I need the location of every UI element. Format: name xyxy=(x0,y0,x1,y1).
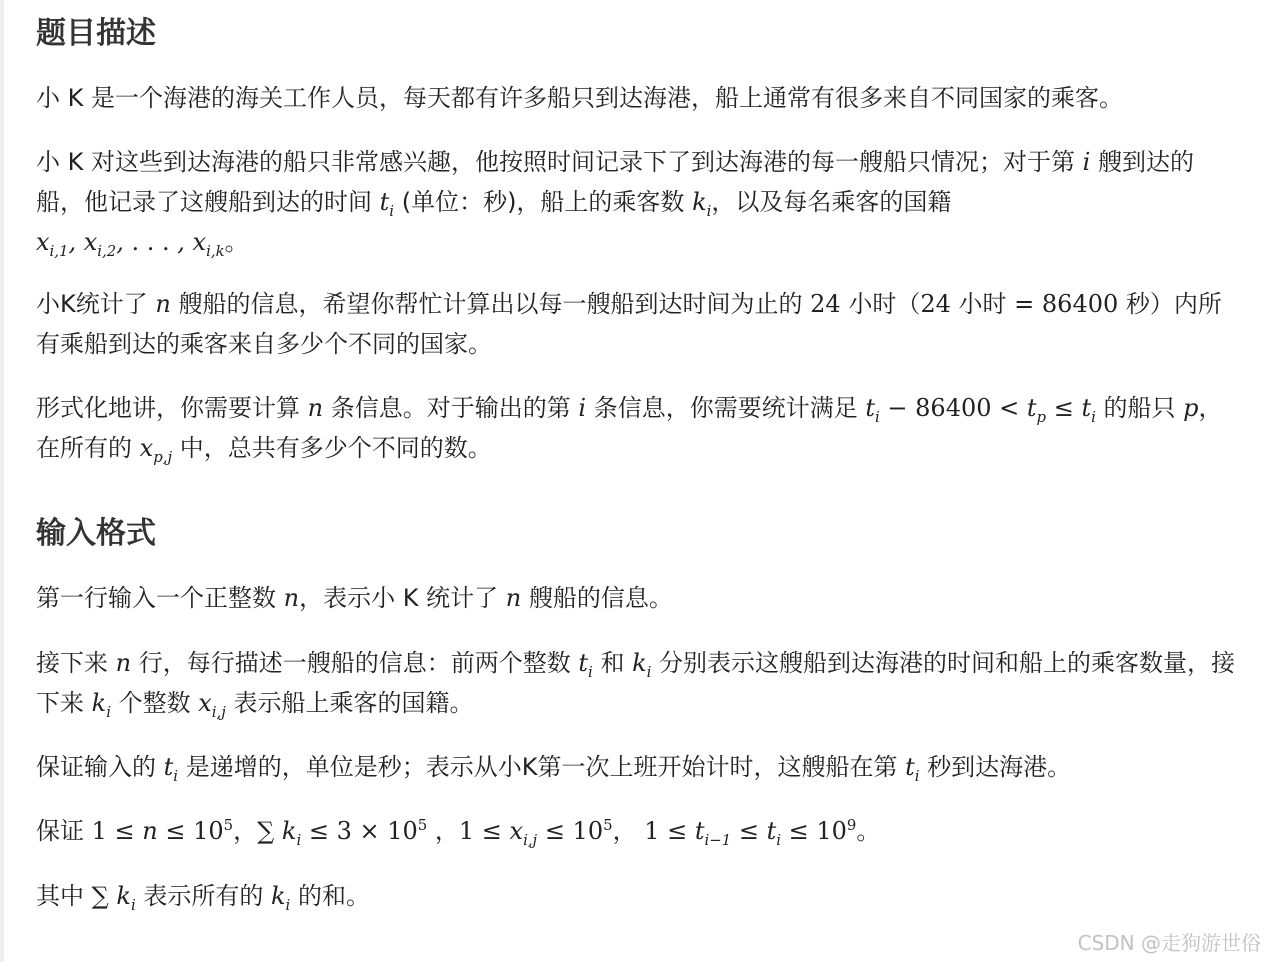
left-border xyxy=(0,0,4,962)
text-span: ， xyxy=(434,817,459,845)
description-heading: 题目描述 xyxy=(36,16,156,51)
math-t-constraint: $1 \le t_{i-1} \le t_i \le 10^9$ xyxy=(644,816,857,849)
text-span: 艘船的信息，希望你帮忙计算出以每一艘船到达时间为止的 xyxy=(178,290,803,318)
math-k-i: $k_i$ xyxy=(692,188,712,220)
description-paragraph-3 xyxy=(36,284,1236,364)
text-span: 条信息，你需要统计满足 xyxy=(593,394,858,422)
text-span: 小 K 对这些到达海港的船只非常感兴趣，他按照时间记录下了到达海港的每一艘船只情况；对于第 xyxy=(36,148,1075,176)
text-span: 小时（ xyxy=(848,290,921,318)
text-span: ，表示小 K 统计了 xyxy=(299,584,499,612)
text-span: 保证 xyxy=(36,817,84,845)
text-span: 的船只 xyxy=(1103,394,1176,422)
text-span: 保证输入的 xyxy=(36,753,156,781)
text-span: 接下来 xyxy=(36,649,108,677)
math-k-i: $k_i$ xyxy=(271,882,291,914)
math-n: n xyxy=(115,649,132,677)
number-24: 24 xyxy=(810,290,841,318)
input-paragraph-5 xyxy=(36,876,1236,916)
text-span: 秒）内所有乘船到达的乘客来自多少个不同的国家。 xyxy=(36,290,1222,358)
math-inequality: $t_i - 86400 < t_p \le t_i$ xyxy=(865,394,1096,426)
math-n: n xyxy=(155,290,171,318)
text-span: 条信息。对于输出的第 xyxy=(330,394,571,422)
input-paragraph-3 xyxy=(36,747,1236,787)
math-p: p xyxy=(1183,394,1199,422)
math-n-constraint: $1 \le n \le 10^5$ xyxy=(91,816,234,845)
math-t-i: $t_i$ xyxy=(905,753,920,785)
number-24: 24 xyxy=(920,290,951,318)
text-span: 艘到达的船，他记录了这艘船到达的时间 xyxy=(36,148,1194,216)
math-t-i: $t_i$ xyxy=(379,188,395,220)
input-paragraph-2 xyxy=(36,643,1236,723)
text-span: (单位：秒)，船上的乘客数 xyxy=(401,188,685,216)
description-paragraph-1: 小 K 是一个海港的海关工作人员，每天都有许多船只到达海港，船上通常有很多来自不同国家的乘客。 xyxy=(36,84,1123,112)
number-86400: 86400 xyxy=(1041,290,1119,318)
text-span: 个整数 xyxy=(118,689,191,717)
text-span: 第一行输入一个正整数 xyxy=(36,584,276,612)
input-paragraph-1 xyxy=(36,578,1236,618)
text-span: 中，总共有多少个不同的数。 xyxy=(179,434,492,462)
text-span: 和 xyxy=(600,649,625,677)
text-span: 艘船的信息。 xyxy=(528,584,673,612)
math-i: i xyxy=(1082,148,1091,176)
input-paragraph-4-constraints: 保证 $1 \le n \le 10^5$，∑ $k_i \le 3 \times 10^5$ ，$1 \le x_{i,j} \le 10^5$， $1 \le t_{i-1} \le t_i \le 10^9$。 xyxy=(36,816,881,849)
text-span: 是递增的，单位是秒；表示从小K第一次上班开始计时，这艘船在第 xyxy=(185,753,898,781)
text-span: 行，每行描述一艘船的信息：前两个整数 xyxy=(138,649,571,677)
csdn-watermark: CSDN @走狗游世俗 xyxy=(1077,931,1261,955)
math-sum-constraint: ∑ $k_i \le 3 \times 10^5$ xyxy=(257,816,428,849)
text-span: 秒到达海港。 xyxy=(927,753,1072,781)
text-span: 小时 = xyxy=(958,290,1035,318)
math-n: n xyxy=(283,584,300,612)
text-span: ， xyxy=(233,817,258,845)
math-x-constraint: $1 \le x_{i,j} \le 10^5$ xyxy=(458,816,613,849)
math-k-i: $k_i$ xyxy=(632,649,652,681)
text-span: ，在所有的 xyxy=(36,394,1223,462)
text-span: ，以及每名乘客的国籍 xyxy=(711,188,952,216)
description-paragraph-2: 小 K 对这些到达海港的船只非常感兴趣，他按照时间记录下了到达海港的每一艘船只情况；对于第 i 艘到达的船，他记录了这艘船到达的时间 $t_i$ (单位：秒)，船上的乘客数 $k_i$，以及每名乘客的国籍 $x_{i,1}$, $x_{i,2}$, . . . , $x_{i,k}$。 xyxy=(36,148,1194,260)
text-span: 小K统计了 xyxy=(36,290,148,318)
math-x-p-j: $x_{p,j}$ xyxy=(139,434,173,466)
math-i: i xyxy=(578,394,587,422)
math-k-i: $k_i$ xyxy=(91,689,111,721)
text-span: 形式化地讲，你需要计算 xyxy=(36,394,300,422)
text-span: 的和。 xyxy=(297,882,370,910)
math-n: n xyxy=(307,394,324,422)
text-span: 表示船上乘客的国籍。 xyxy=(233,689,474,717)
text-span: 其中 xyxy=(36,882,84,910)
math-sum-k-i: ∑ $k_i$ xyxy=(91,882,136,914)
text-span: 分别表示这艘船到达海港的时间和船上的乘客数量，接下来 xyxy=(36,649,1236,717)
description-paragraph-4 xyxy=(36,388,1236,468)
math-n: n xyxy=(505,584,522,612)
input-format-heading: 输入格式 xyxy=(36,516,156,551)
math-x-i-j: $x_{i,j}$ xyxy=(198,689,226,721)
text-span: ， xyxy=(612,817,637,845)
math-nationality-list: $x_{i,1}$, $x_{i,2}$, . . . , $x_{i,k}$ xyxy=(36,228,225,260)
math-t-i: $t_i$ xyxy=(163,753,179,785)
math-t-i: $t_i$ xyxy=(578,649,593,681)
text-span: 表示所有的 xyxy=(143,882,264,910)
